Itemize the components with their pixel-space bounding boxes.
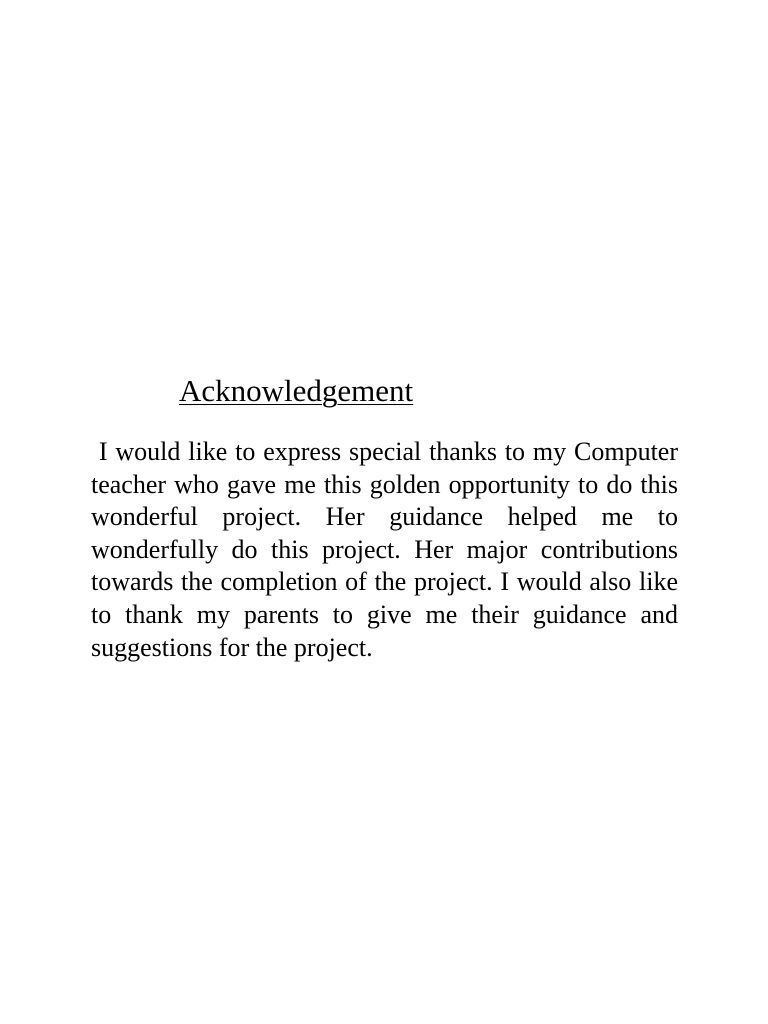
acknowledgement-paragraph: I would like to express special thanks to my Computer teacher who gave me this golden opportunity to do this wonderful project. Her guidance helped me to wonderfully do this project. Her major contributions towards the completion of the project. I would also like to thank my parents to give me their guidance and suggestions for the project. <box>91 437 685 662</box>
page-title: Acknowledgement <box>179 373 414 408</box>
